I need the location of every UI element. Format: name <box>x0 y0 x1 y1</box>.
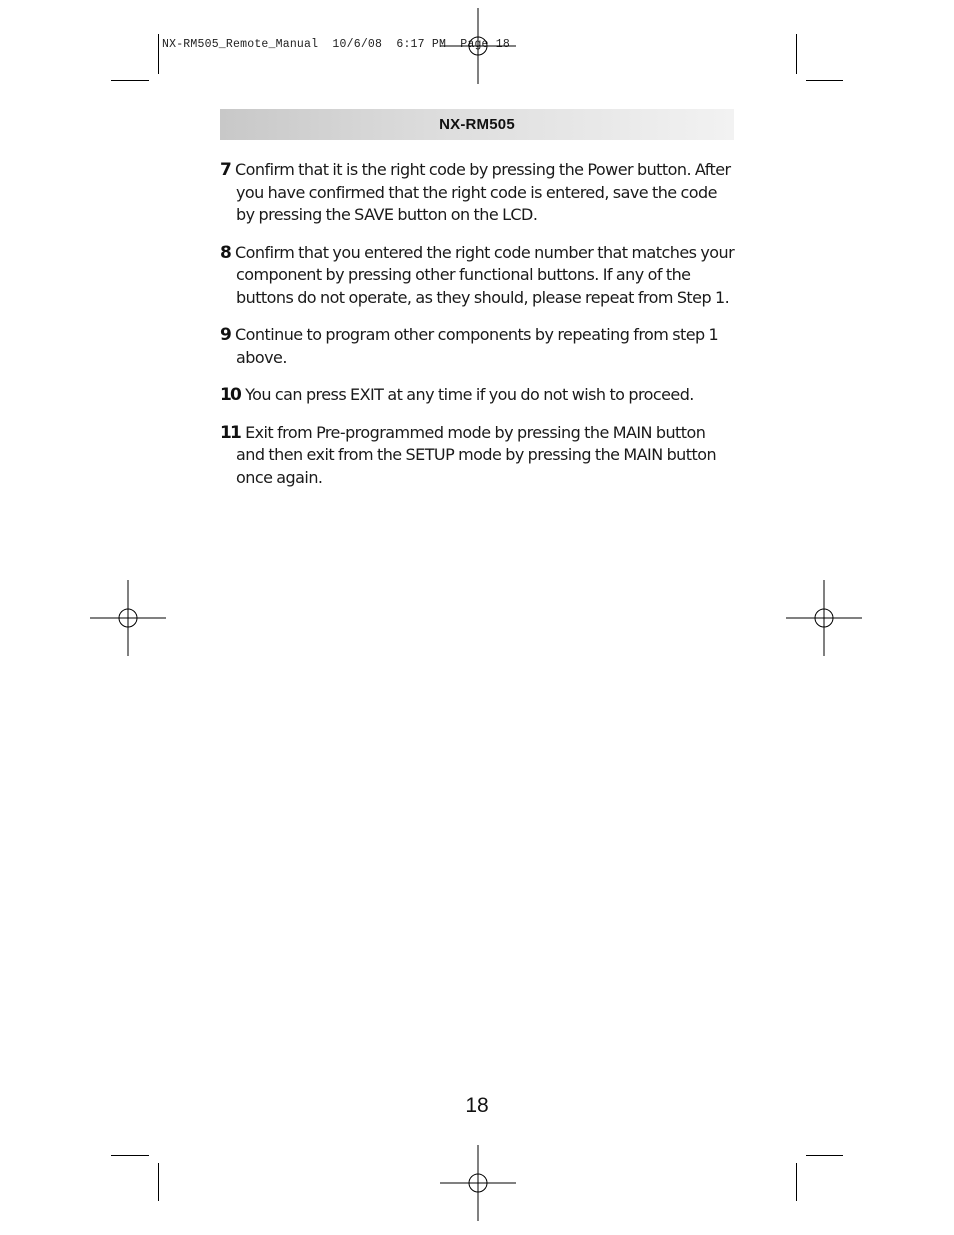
crop-mark-top-left-horizontal <box>111 80 149 81</box>
step-text: You can press EXIT at any time if you do not wish to proceed. <box>245 385 694 404</box>
crop-mark-bottom-right-vertical <box>796 1163 797 1201</box>
step-number: 7 <box>220 160 231 180</box>
registration-mark-top <box>440 8 516 84</box>
page-number: 18 <box>465 1094 489 1117</box>
registration-mark-left <box>90 580 166 656</box>
step-text: Exit from Pre-programmed mode by pressing the MAIN button and then exit from the SETUP mode by pressing the MAIN button once again. <box>236 422 717 487</box>
step-number: 10 <box>220 385 241 405</box>
section-header-bar <box>220 109 734 140</box>
step-item <box>220 384 736 407</box>
step-text: Confirm that it is the right code by pressing the Power button. After you have confirmed that the right code is entered, save the code by pressing the SAVE button on the LCD. <box>235 160 731 224</box>
crop-mark-bottom-left-horizontal <box>111 1155 149 1156</box>
step-text: Continue to program other components by repeating from step 1 above. <box>235 325 719 367</box>
crop-mark-top-right-horizontal <box>806 80 843 81</box>
step-number: 9 <box>220 325 231 345</box>
crop-mark-top-left-vertical <box>158 34 159 74</box>
step-number: 11 <box>220 422 241 443</box>
header-title: NX-RM505 <box>439 116 515 133</box>
step-item <box>220 324 736 369</box>
instruction-steps <box>220 159 736 504</box>
crop-mark-bottom-right-horizontal <box>806 1155 843 1156</box>
step-text: Confirm that you entered the right code number that matches your component by pressing other functional buttons. If any of the buttons do not operate, as they should, please repeat from Step 1. <box>235 242 735 307</box>
registration-mark-bottom <box>440 1145 516 1221</box>
crop-mark-bottom-left-vertical <box>158 1163 159 1201</box>
step-number: 8 <box>220 242 231 263</box>
step-item <box>220 422 736 490</box>
print-slug-line: NX-RM505_Remote_Manual 10/6/08 6:17 PM Page 18 <box>162 38 510 51</box>
registration-mark-right <box>786 580 862 656</box>
step-item <box>220 159 736 227</box>
step-item <box>220 242 736 310</box>
crop-mark-top-right-vertical <box>796 34 797 74</box>
